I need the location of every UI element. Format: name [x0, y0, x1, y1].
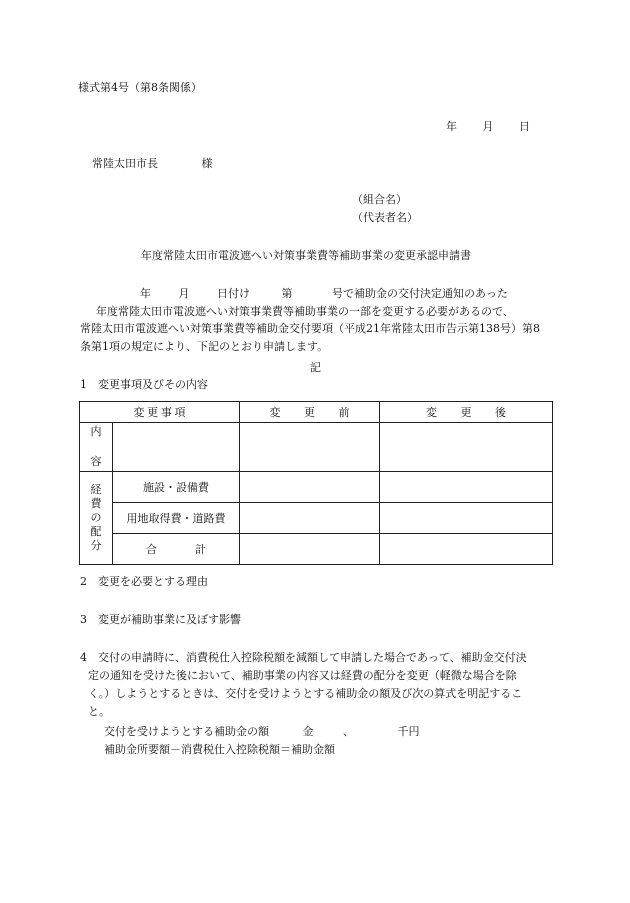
content-after-cell — [380, 423, 553, 472]
row-land-road: 用地取得費・道路費 — [113, 503, 240, 534]
table-row — [80, 503, 553, 534]
date-year: 年 — [446, 120, 457, 133]
header-change-item: 変 更 事 項 — [80, 402, 240, 423]
table-row-content — [80, 423, 553, 472]
subsidy-amount-unit: 千円 — [397, 725, 420, 738]
content-label-cell — [80, 423, 113, 472]
subsidy-amount-label: 交付を受けようとする補助金の額 — [104, 725, 269, 738]
header-before: 変 更 前 — [240, 402, 380, 423]
facility-before-cell — [240, 472, 380, 503]
section-4-line-4: と。 — [88, 705, 110, 718]
section-3-heading: 3 変更が補助事業に及ぼす影響 — [80, 613, 241, 626]
addressee-name: 常陸太田市長 — [92, 157, 158, 170]
body-line-3: 常陸太田市電波遮へい対策事業費等補助金交付要項（平成21年常陸太田市告示第138号）第8 — [80, 322, 540, 335]
form-number: 様式第4号（第8条関係） — [78, 81, 202, 94]
section-2-heading: 2 変更を必要とする理由 — [80, 575, 208, 588]
addressee-honorific: 様 — [201, 157, 213, 170]
body-line-2: 年度常陸太田市電波遮へい対策事業費等補助事業の一部を変更する必要があるので、 — [96, 305, 514, 318]
representative-label: （代表者名） — [352, 211, 418, 224]
body-number-suffix: 号で補助金の交付決定通知のあった — [332, 287, 508, 300]
expense-allocation-label: 経 費 の 配 分 — [80, 472, 113, 565]
content-char-2: 容 — [90, 455, 102, 468]
body-number-prefix: 第 — [281, 287, 293, 300]
content-detail-cell — [113, 423, 240, 472]
body-line-4: 条第1項の規定により、下記のとおり申請します。 — [80, 340, 329, 353]
content-before-cell — [240, 423, 380, 472]
total-before-cell — [240, 534, 380, 565]
addressee — [92, 156, 213, 171]
union-name-label: （組合名） — [352, 193, 407, 206]
table-row — [80, 534, 553, 565]
total-after-cell — [380, 534, 553, 565]
section-4-line-2: 定の通知を受けた後において、補助事業の内容又は経費の配分を変更（軽微な場合を除 — [88, 669, 517, 682]
subsidy-amount-sep: 、 — [343, 725, 354, 738]
date-day: 日 — [519, 120, 530, 133]
body-line-1 — [140, 286, 508, 301]
change-table — [79, 401, 553, 565]
formula: 補助金所要額－消費税仕入控除税額＝補助金額 — [104, 743, 335, 756]
ki-heading: 記 — [310, 361, 321, 374]
section-4-line-1: 4 交付の申請時に、消費税仕入控除税額を減額して申請した場合であって、補助金交付決 — [80, 651, 527, 664]
subsidy-amount-kin: 金 — [302, 725, 314, 738]
row-total: 合 計 — [113, 534, 240, 565]
facility-after-cell — [380, 472, 553, 503]
header-after: 変 更 後 — [380, 402, 553, 423]
content-char-1: 内 — [90, 425, 102, 438]
land-before-cell — [240, 503, 380, 534]
date-month: 月 — [482, 120, 494, 133]
body-month: 月 — [178, 287, 190, 300]
section-4-line-3: く。）しようとするときは、交付を受けようとする補助金の額及び次の算式を明記するこ — [88, 687, 523, 700]
body-year: 年 — [140, 287, 151, 300]
land-after-cell — [380, 503, 553, 534]
table-header-row — [80, 402, 553, 423]
table-row — [80, 472, 553, 503]
date-line — [446, 119, 530, 134]
body-day: 日付け — [217, 287, 250, 300]
subsidy-amount-line — [104, 724, 420, 739]
section-1-heading: 1 変更事項及びその内容 — [80, 378, 208, 391]
document-title: 年度常陸太田市電波遮へい対策事業費等補助事業の変更承認申請書 — [141, 249, 471, 262]
row-facility-equipment: 施設・設備費 — [113, 472, 240, 503]
